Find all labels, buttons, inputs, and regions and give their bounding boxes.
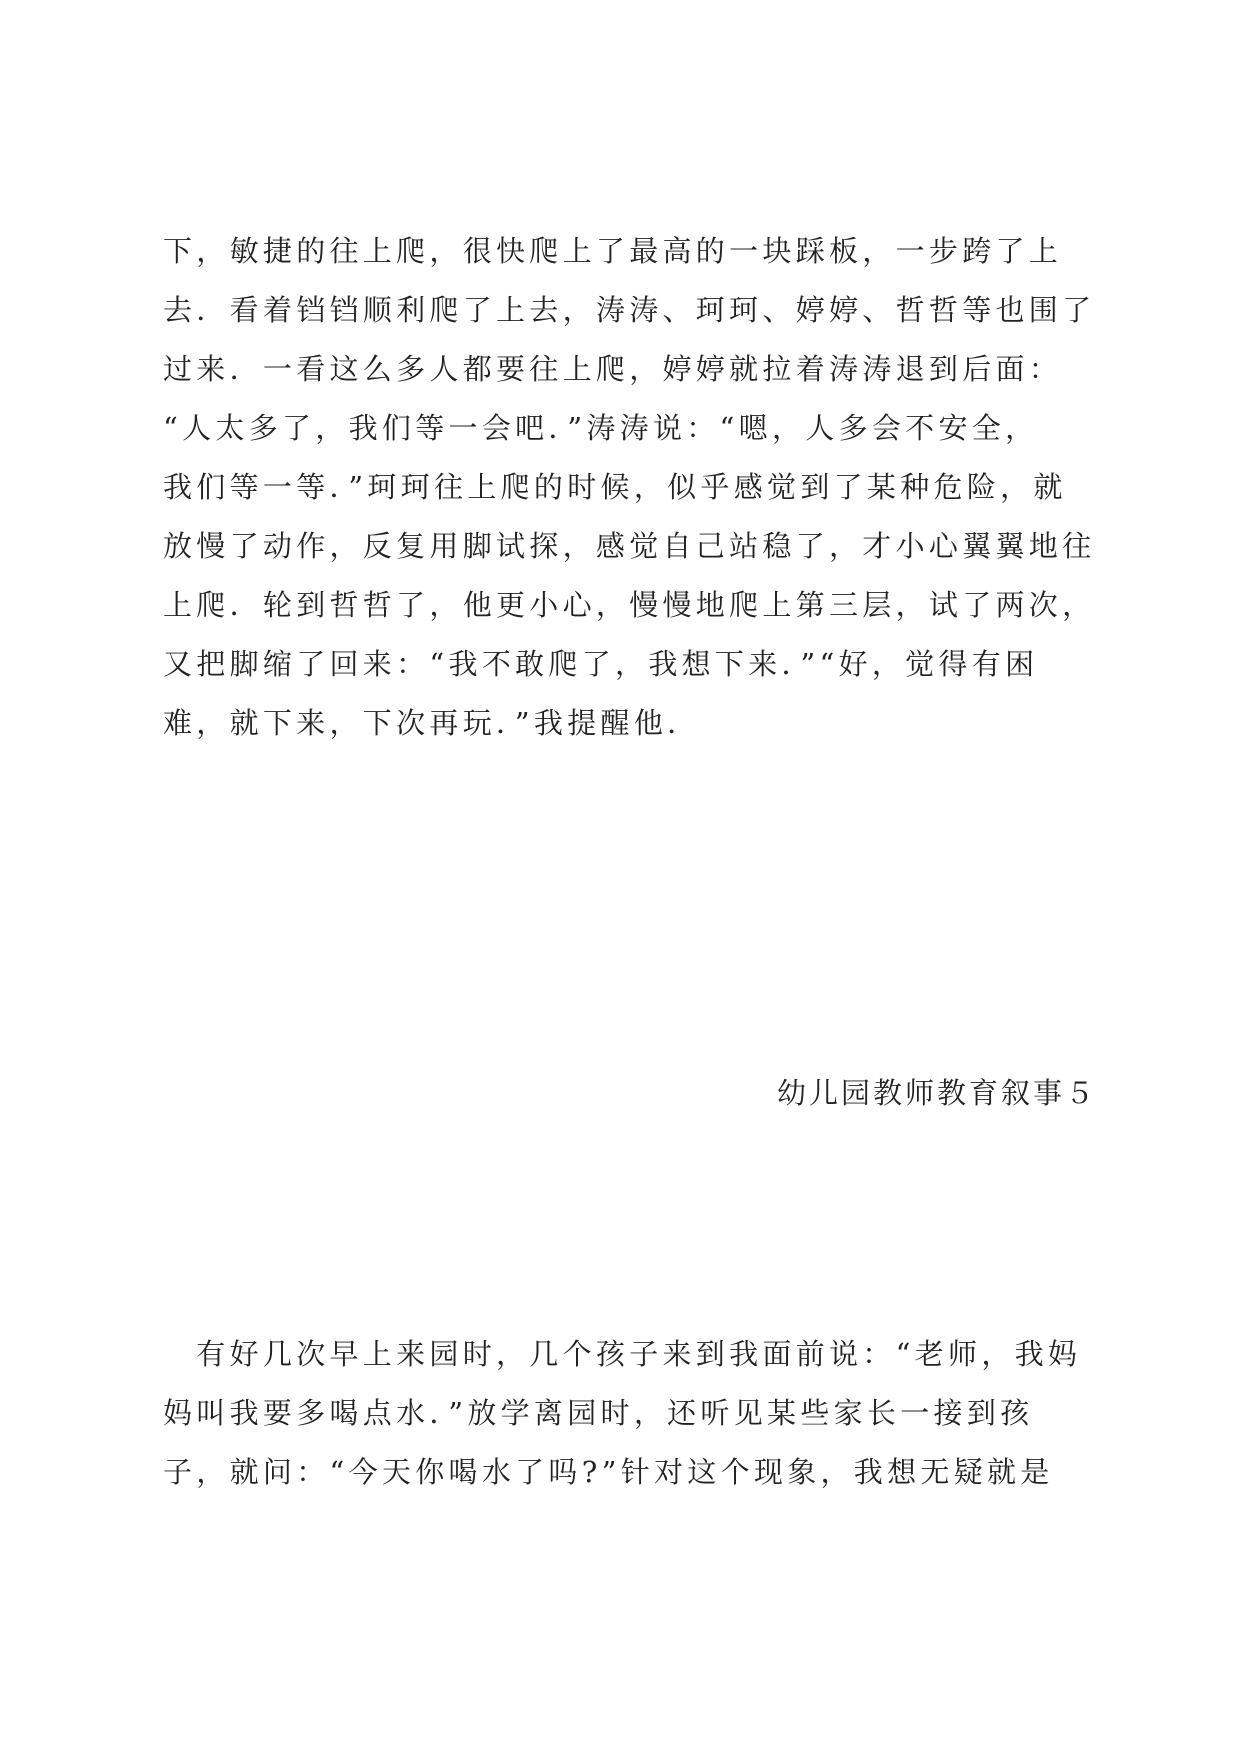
text-line: 下，敏捷的往上爬，很快爬上了最高的一块踩板，一步跨了上	[163, 234, 1063, 268]
text-line: 又把脚缩了回来：“我不敢爬了，我想下来．”“好，觉得有困	[163, 647, 1039, 681]
text-line: 有好几次早上来园时，几个孩子来到我面前说：“老师，我妈	[163, 1337, 1082, 1371]
text-line: 放慢了动作，反复用脚试探，感觉自己站稳了，才小心翼翼地往	[163, 529, 1096, 563]
text-line: 难，就下来，下次再玩．”我提醒他．	[163, 706, 701, 740]
text-line: 子，就问：“今天你喝水了吗?”针对这个现象，我想无疑就是	[163, 1455, 1054, 1489]
story-paragraph-2	[163, 1325, 1093, 1502]
text-line: 妈叫我要多喝点水．”放学离园时，还听见某些家长一接到孩	[163, 1396, 1034, 1430]
text-line: 去．看着铛铛顺利爬了上去，涛涛、珂珂、婷婷、哲哲等也围了	[163, 293, 1096, 327]
text-line: 过来．一看这么多人都要往上爬，婷婷就拉着涛涛退到后面：	[163, 352, 1063, 386]
text-line: “人太多了，我们等一会吧．”涛涛说：“嗯，人多会不安全，	[163, 411, 1039, 445]
story-paragraph-1	[163, 222, 1096, 753]
text-line: 我们等一等．”珂珂往上爬的时候，似乎感觉到了某种危险，就	[163, 470, 1067, 504]
text-line: 上爬．轮到哲哲了，他更小心，慢慢地爬上第三层，试了两次，	[163, 588, 1096, 622]
section-heading: 幼儿园教师教育叙事５	[776, 1076, 1097, 1110]
